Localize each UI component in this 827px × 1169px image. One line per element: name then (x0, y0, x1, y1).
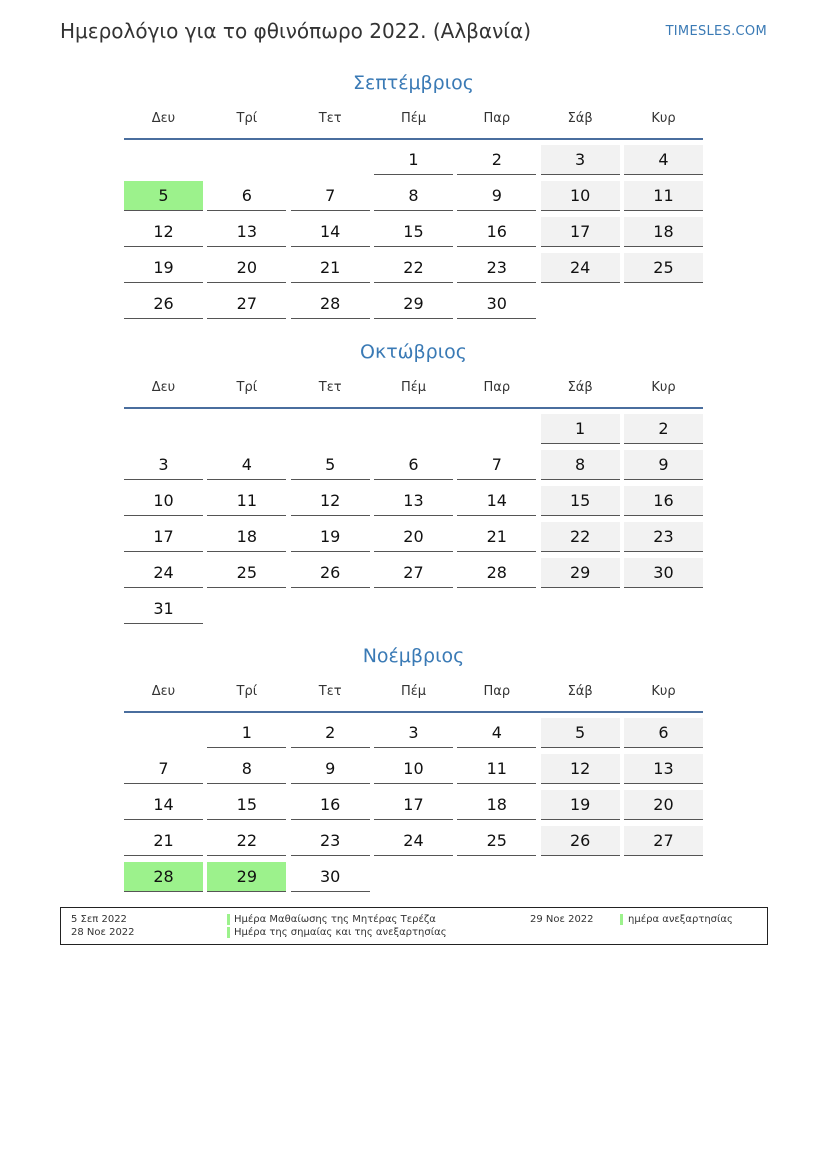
legend-holiday-name: Ημέρα Μαθαίωσης της Μητέρας Τερέζα (234, 914, 436, 925)
day-cell[interactable]: 14 (124, 790, 203, 820)
weekday-label: Κυρ (651, 380, 676, 395)
day-cell[interactable]: 10 (541, 181, 620, 211)
weekday-label: Παρ (483, 684, 511, 699)
month-name: Νοέμβριος (362, 645, 465, 667)
day-cell[interactable]: 18 (207, 522, 286, 552)
day-cell[interactable]: 31 (124, 594, 203, 624)
weekday-label: Τρί (236, 111, 258, 126)
day-cell[interactable]: 28 (291, 289, 370, 319)
day-cell[interactable]: 6 (374, 450, 453, 480)
day-cell[interactable]: 12 (291, 486, 370, 516)
weekday-label: Δευ (151, 380, 176, 395)
weekday-label: Πέμ (400, 380, 427, 395)
day-cell[interactable]: 19 (291, 522, 370, 552)
weekday-header (124, 682, 703, 713)
day-cell[interactable]: 21 (457, 522, 536, 552)
month-november (124, 644, 703, 892)
day-cell[interactable]: 26 (541, 826, 620, 856)
legend-date: 28 Νοε 2022 (71, 927, 135, 938)
month-name: Σεπτέμβριος (353, 72, 474, 94)
weekday-label: Δευ (151, 111, 176, 126)
day-cell[interactable]: 6 (207, 181, 286, 211)
brand-logo[interactable]: TIMESLES.COM (665, 24, 767, 39)
weekday-label: Κυρ (651, 111, 676, 126)
day-cell[interactable]: 4 (457, 718, 536, 748)
empty-cell (291, 414, 370, 443)
day-cell[interactable]: 19 (124, 253, 203, 283)
day-cell[interactable]: 27 (207, 289, 286, 319)
legend-holiday-marker (227, 914, 230, 925)
day-cell[interactable]: 25 (457, 826, 536, 856)
legend-holiday-name: ημέρα ανεξαρτησίας (628, 914, 733, 925)
day-cell[interactable]: 12 (124, 217, 203, 247)
day-cell[interactable]: 13 (624, 754, 703, 784)
weekday-label: Τρί (236, 684, 258, 699)
day-cell[interactable]: 6 (624, 718, 703, 748)
day-cell[interactable]: 10 (124, 486, 203, 516)
day-cell[interactable]: 15 (541, 486, 620, 516)
day-cell[interactable]: 5 (291, 450, 370, 480)
weekday-label: Παρ (483, 380, 511, 395)
empty-cell (291, 145, 370, 174)
day-cell[interactable]: 29 (541, 558, 620, 588)
day-cell[interactable]: 23 (457, 253, 536, 283)
day-cell[interactable]: 8 (541, 450, 620, 480)
day-cell[interactable]: 18 (624, 217, 703, 247)
day-cell[interactable]: 24 (124, 558, 203, 588)
day-cell[interactable]: 17 (374, 790, 453, 820)
legend-row (61, 926, 767, 939)
day-cell[interactable]: 15 (207, 790, 286, 820)
day-cell[interactable]: 2 (291, 718, 370, 748)
day-cell[interactable]: 11 (207, 486, 286, 516)
day-cell[interactable]: 7 (124, 754, 203, 784)
weekday-label: Σάβ (567, 111, 593, 126)
day-cell[interactable]: 1 (207, 718, 286, 748)
day-cell[interactable]: 9 (291, 754, 370, 784)
month-name: Οκτώβριος (360, 341, 467, 363)
day-cell[interactable]: 17 (124, 522, 203, 552)
legend-holiday-marker (620, 914, 623, 925)
weekday-label: Τρί (236, 380, 258, 395)
holiday-legend (60, 907, 768, 945)
day-cell[interactable]: 16 (624, 486, 703, 516)
legend-row (61, 913, 767, 926)
day-cell[interactable]: 3 (374, 718, 453, 748)
day-cell[interactable]: 14 (291, 217, 370, 247)
weekday-label: Δευ (151, 684, 176, 699)
day-cell[interactable]: 15 (374, 217, 453, 247)
day-cell[interactable]: 11 (624, 181, 703, 211)
day-cell[interactable]: 1 (374, 145, 453, 175)
day-cell[interactable]: 26 (124, 289, 203, 319)
empty-cell (374, 414, 453, 443)
day-cell[interactable]: 1 (541, 414, 620, 444)
day-cell[interactable]: 13 (374, 486, 453, 516)
empty-cell (124, 414, 203, 443)
legend-date: 5 Σεπ 2022 (71, 914, 127, 925)
day-cell[interactable]: 20 (374, 522, 453, 552)
day-cell[interactable]: 24 (374, 826, 453, 856)
weekday-label: Τετ (318, 111, 342, 126)
day-cell[interactable]: 22 (541, 522, 620, 552)
day-cell[interactable]: 10 (374, 754, 453, 784)
day-cell[interactable]: 20 (207, 253, 286, 283)
day-cell[interactable]: 30 (624, 558, 703, 588)
day-cell[interactable]: 24 (541, 253, 620, 283)
day-cell[interactable]: 21 (124, 826, 203, 856)
day-cell[interactable]: 23 (291, 826, 370, 856)
month-october (124, 340, 703, 624)
day-cell[interactable]: 9 (624, 450, 703, 480)
day-cell[interactable]: 25 (624, 253, 703, 283)
day-cell[interactable]: 28 (457, 558, 536, 588)
weekday-label: Πέμ (400, 684, 427, 699)
weekday-label: Παρ (483, 111, 511, 126)
weekday-header (124, 378, 703, 409)
weekday-label: Πέμ (400, 111, 427, 126)
day-cell[interactable]: 14 (457, 486, 536, 516)
day-cell[interactable]: 29 (374, 289, 453, 319)
day-cell[interactable]: 2 (624, 414, 703, 444)
days-grid (124, 414, 703, 624)
day-cell[interactable]: 25 (207, 558, 286, 588)
day-cell[interactable]: 3 (541, 145, 620, 175)
day-cell[interactable]: 22 (374, 253, 453, 283)
holiday-day-cell[interactable]: 28 (124, 862, 203, 892)
weekday-label: Σάβ (567, 684, 593, 699)
day-cell[interactable]: 16 (291, 790, 370, 820)
day-cell[interactable]: 8 (207, 754, 286, 784)
weekday-label: Σάβ (567, 380, 593, 395)
day-cell[interactable]: 27 (374, 558, 453, 588)
day-cell[interactable]: 27 (624, 826, 703, 856)
empty-cell (457, 414, 536, 443)
empty-cell (124, 718, 203, 747)
empty-cell (124, 145, 203, 174)
month-september (124, 71, 703, 319)
day-cell[interactable]: 4 (624, 145, 703, 175)
day-cell[interactable]: 17 (541, 217, 620, 247)
day-cell[interactable]: 19 (541, 790, 620, 820)
day-cell[interactable]: 23 (624, 522, 703, 552)
day-cell[interactable]: 7 (291, 181, 370, 211)
day-cell[interactable]: 4 (207, 450, 286, 480)
weekday-label: Τετ (318, 684, 342, 699)
day-cell[interactable]: 13 (207, 217, 286, 247)
weekday-header (124, 109, 703, 140)
day-cell[interactable]: 30 (291, 862, 370, 892)
day-cell[interactable]: 11 (457, 754, 536, 784)
empty-cell (207, 414, 286, 443)
day-cell[interactable]: 12 (541, 754, 620, 784)
day-cell[interactable]: 5 (541, 718, 620, 748)
day-cell[interactable]: 7 (457, 450, 536, 480)
holiday-day-cell[interactable]: 29 (207, 862, 286, 892)
weekday-label: Τετ (318, 380, 342, 395)
day-cell[interactable]: 22 (207, 826, 286, 856)
legend-holiday-marker (227, 927, 230, 938)
days-grid (124, 718, 703, 892)
day-cell[interactable]: 16 (457, 217, 536, 247)
page-title: Ημερολόγιο για το φθινόπωρο 2022. (Αλβανία) (60, 19, 532, 43)
days-grid (124, 145, 703, 319)
day-cell[interactable]: 18 (457, 790, 536, 820)
legend-holiday-name: Ημέρα της σημαίας και της ανεξαρτησίας (234, 927, 447, 938)
day-cell[interactable]: 30 (457, 289, 536, 319)
day-cell[interactable]: 8 (374, 181, 453, 211)
day-cell[interactable]: 26 (291, 558, 370, 588)
day-cell[interactable]: 21 (291, 253, 370, 283)
day-cell[interactable]: 20 (624, 790, 703, 820)
day-cell[interactable]: 2 (457, 145, 536, 175)
holiday-day-cell[interactable]: 5 (124, 181, 203, 211)
legend-date: 29 Νοε 2022 (530, 914, 594, 925)
day-cell[interactable]: 9 (457, 181, 536, 211)
empty-cell (207, 145, 286, 174)
day-cell[interactable]: 3 (124, 450, 203, 480)
weekday-label: Κυρ (651, 684, 676, 699)
